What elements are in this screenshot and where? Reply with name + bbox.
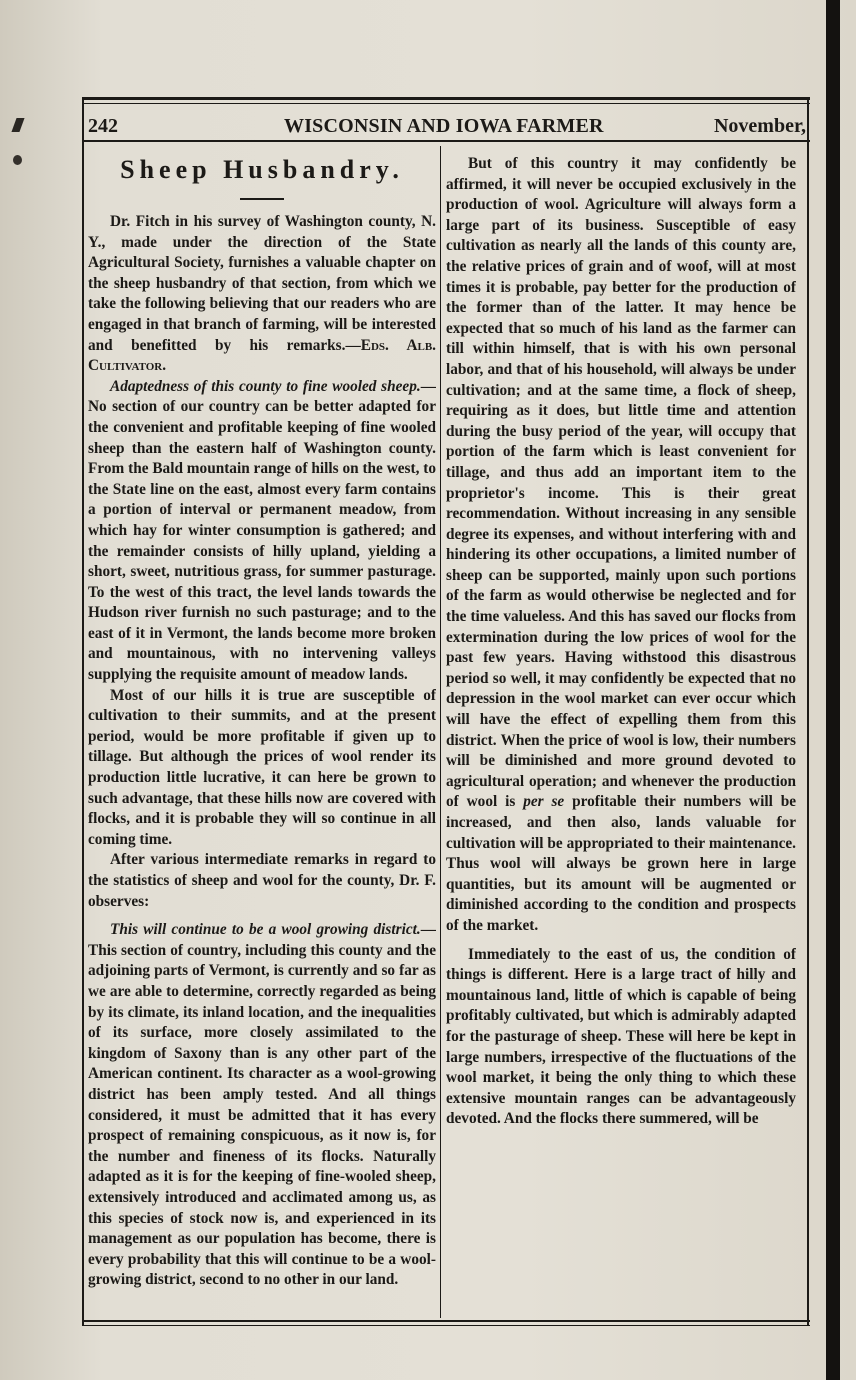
margin-mark [11, 118, 24, 132]
header-underline [82, 140, 810, 142]
paragraph-text: But of this country it may confidently be affirmed, it will never be occupied exclusively in the production of wool. Agriculture will always form a large part of its business. Susceptible of easy cultivation as nearly all the lands of this county are, the relative prices of grain and of woof, will at most times it is probable, pay better for the production of the former than of the latter. It may hence be expected that so much of his land as the farmer can till within himself, that is with his own personal labor, and that of his household, will always be under cultivation; and at the same time, a flock of sheep, requiring as it does, but little time and attention during the busy period of the year, will occupy that portion of the farm which is least convenient for tillage, and thus add an important item to the proprietor's income. This is their great recommendation. Without increasing in any sensible degree its expenses, and without interfering with and hindering its other occupations, a limited number of sheep can be supported, mainly upon such portions of the farm as would otherwise be neglected and for the time valueless. And this has saved our flocks from extermination during the low prices of wool for the past few years. Having withstood this disastrous period so well, it may confidently be expected that no depression in the wool market can ever occur which will have the effect of expelling them from this district. When the price of wool is low, their numbers will be diminished and more ground devoted to agricultural operation; and whenever the production of wool is [446, 155, 796, 811]
section-wool-district [88, 920, 436, 1291]
section-heading: This will continue to be a wool growing district. [110, 921, 421, 939]
title-rule [240, 198, 284, 200]
journal-title: WISCONSIN AND IOWA FARMER [284, 115, 604, 137]
binding-edge [826, 0, 840, 1380]
right-column [446, 146, 796, 1316]
latin-phrase: per se [523, 793, 565, 811]
intro-text: Dr. Fitch in his survey of Washington county, N. Y., made under the direction of the State Agricultural Society, furnishes a valuable chapter on the sheep husbandry of that section, from which we take the following believing that our readers who are engaged in that branch of farming, will be interested and benefitted by his remarks.— [88, 213, 436, 354]
section-text: —No section of our country can be better adapted for the convenient and profitable keeping of fine wooled sheep than the eastern half of Washington county. From the Bald mountain range of hills on the west, to the State line on the east, almost every farm contains a portion of interval or permanent meadow, from which hay for winter consumption is gathered; and the remainder consists of hilly upland, yielding a short, sweet, nutritious grass, for summer pasturage. To the west of this tract, the level lands towards the Hudson river furnish no such pasturage; and to the east of it in Vermont, the lands become more broken and mountainous, with no intervening valleys supplying the requisite amount of meadow lands. [88, 377, 436, 684]
editors-signature: Eds. Alb. Cultivator. [88, 336, 436, 375]
section-heading: Adaptedness of this county to fine wooled sheep. [110, 377, 421, 395]
intro-paragraph [88, 212, 436, 377]
column-divider [440, 146, 441, 1318]
left-column [88, 148, 436, 1318]
issue-month: November, [713, 115, 806, 137]
paragraph-text: profitable their numbers will be increased, and then also, lands valuable for cultivation will be appropriated to their maintenance. Thus wool will always be grown here in large quantities, but its amount will be augmented or diminished according to the condition and prospects of the market. [446, 793, 796, 934]
paragraph: Most of our hills it is true are susceptible of cultivation to their summits, and at the present period, would be more profitable if given up to tillage. But although the prices of wool render its production little lucrative, it can here be grown to such advantage, that these hills now are covered with flocks, and it is probable they will so continue in all coming time. [88, 686, 436, 848]
article-title: Sheep Husbandry. [120, 155, 404, 184]
paragraph [446, 154, 796, 937]
section-adaptedness [88, 377, 436, 686]
left-border-rule [82, 97, 84, 1325]
paragraph: After various intermediate remarks in regard to the statistics of sheep and wool for the county, Dr. F. observes: [88, 851, 436, 910]
page-header [86, 112, 810, 140]
margin-mark [13, 155, 22, 165]
page-number: 242 [88, 115, 118, 137]
paragraph: Immediately to the east of us, the condition of things is different. Here is a large tract of hilly and mountainous land, little of which is capable of being profitably cultivated, but which is admirably adapted for the pasturage of sheep. These will here be kept in large numbers, irrespective of the fluctuations of the wool market, it being the only thing to which these extensive mountain ranges can be advantageously devoted. And the flocks there summered, will be [446, 945, 796, 1128]
top-border-rule [82, 97, 810, 100]
right-border-rule [807, 97, 809, 1325]
bottom-border-rule [82, 1320, 810, 1322]
section-text: —This section of country, including this county and the adjoining parts of Vermont, is currently and so far as we are able to determine, correctly regarded as being by its climate, its inland location, and the inequalities of its surface, more closely assimilated to the kingdom of Saxony than is any other part of the American continent. Its character as a wool-growing district has been amply tested. And all things considered, it must be admitted that it has every prospect of remaining conspicuous, as it now is, for the number and fineness of its flocks. Naturally adapted as it is for the keeping of fine-wooled sheep, extensively introduced and acclimated among us, as this species of stock now is, and experienced in its management as our population has become, there is every probability that this will continue to be a wool-growing district, second to no other in our land. [88, 921, 436, 1289]
top-border-rule-thin [82, 103, 810, 104]
bottom-border-rule-thin [82, 1325, 810, 1326]
